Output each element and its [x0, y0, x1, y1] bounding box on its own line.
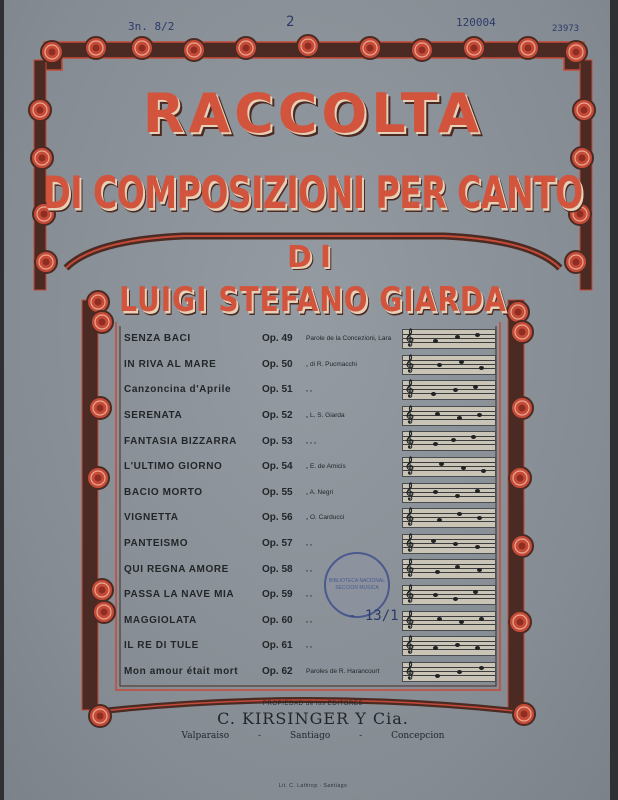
song-title: Canzoncina d'Aprile: [124, 384, 232, 396]
lyricist-credit: Parole de la Concezioni, Lara: [306, 335, 392, 343]
song-title: PANTEISMO: [124, 538, 189, 550]
treble-clef-icon: 𝄞: [405, 455, 414, 474]
sheet-music-cover: [4, 0, 610, 800]
lyricist-credit: „ „: [306, 642, 313, 650]
publisher-label: PROPIEDAD de los EDITORES: [262, 701, 364, 707]
lyricist-credit: „ „: [306, 565, 313, 573]
music-incipit: [402, 380, 496, 400]
lyricist-credit: „ „: [306, 616, 313, 624]
opus-number: Op. 55: [262, 486, 293, 498]
opus-number: Op. 59: [262, 589, 293, 601]
song-row: [124, 531, 514, 557]
song-row: [124, 505, 514, 531]
lyricist-credit: „ A. Negri: [306, 488, 334, 496]
song-row: [124, 633, 514, 659]
song-title: MAGGIOLATA: [124, 614, 197, 626]
lyricist-credit: Paroles de R. Harancourt: [306, 668, 380, 676]
library-stamp: BIBLIOTECA NACIONAL SECCION MUSICA: [324, 552, 390, 618]
treble-clef-icon: 𝄞: [405, 507, 414, 526]
music-incipit: [402, 611, 496, 631]
music-incipit: [402, 636, 496, 656]
title-di: DI: [286, 240, 340, 275]
song-row: [124, 556, 514, 582]
handwritten-note: 2: [286, 14, 295, 30]
lyricist-credit: „ „ „: [306, 437, 317, 445]
music-incipit: [402, 662, 496, 682]
song-row: [124, 428, 514, 454]
treble-clef-icon: 𝄞: [405, 430, 414, 449]
printer-credit: Lit. C. Lathrop · Santiago: [278, 783, 348, 789]
title-raccolta: RACCOLTA: [142, 82, 484, 145]
treble-clef-icon: 𝄞: [405, 609, 414, 628]
song-list: [124, 326, 514, 684]
music-incipit: [402, 559, 496, 579]
song-title: BACIO MORTO: [124, 486, 203, 498]
publisher-name: C. KIRSINGER Y Cia.: [217, 709, 409, 728]
opus-number: Op. 62: [262, 666, 293, 678]
treble-clef-icon: 𝄞: [405, 635, 414, 654]
song-title: QUI REGNA AMORE: [124, 563, 229, 575]
opus-number: Op. 53: [262, 435, 293, 447]
music-incipit: [402, 457, 496, 477]
treble-clef-icon: 𝄞: [405, 558, 414, 577]
opus-number: Op. 51: [262, 384, 293, 396]
opus-number: Op. 58: [262, 563, 293, 575]
lyricist-credit: „ „: [306, 540, 313, 548]
song-row: [124, 403, 514, 429]
treble-clef-icon: 𝄞: [405, 379, 414, 398]
treble-clef-icon: 𝄞: [405, 328, 414, 346]
opus-number: Op. 60: [262, 614, 293, 626]
handwritten-note: 23973: [552, 24, 580, 34]
lyricist-credit: „ O. Carducci: [306, 514, 345, 522]
song-row: [124, 454, 514, 480]
publisher-cities: Valparaiso - Santiago - Concepcion: [181, 731, 445, 741]
music-incipit: [402, 483, 496, 503]
treble-clef-icon: 𝄞: [405, 404, 414, 423]
composer-name: LUIGI STEFANO GIARDA: [119, 280, 507, 320]
song-title: VIGNETTA: [124, 512, 179, 524]
music-incipit: [402, 431, 496, 451]
opus-number: Op. 57: [262, 538, 293, 550]
music-incipit: [402, 585, 496, 605]
song-row: [124, 608, 514, 634]
song-title: Mon amour était mort: [124, 666, 239, 678]
opus-number: Op. 52: [262, 410, 293, 422]
lyricist-credit: „ „: [306, 591, 313, 599]
song-title: SENZA BACI: [124, 333, 191, 345]
treble-clef-icon: 𝄞: [405, 481, 414, 500]
music-incipit: [402, 508, 496, 528]
song-row: [124, 326, 514, 352]
lyricist-credit: „ di R. Pucmacchi: [306, 360, 357, 368]
song-row: [124, 582, 514, 608]
lyricist-credit: „ „: [306, 386, 313, 394]
title-subtitle: DI COMPOSIZIONI PER CANTO: [43, 166, 583, 219]
song-title: FANTASIA BIZZARRA: [124, 435, 237, 447]
treble-clef-icon: 𝄞: [405, 660, 414, 679]
song-title: IN RIVA AL MARE: [124, 358, 217, 370]
music-incipit: [402, 329, 496, 349]
music-incipit: [402, 406, 496, 426]
song-title: L'ULTIMO GIORNO: [124, 461, 223, 473]
song-row: [124, 377, 514, 403]
music-incipit: [402, 355, 496, 375]
lyricist-credit: „ E. de Amicis: [306, 463, 346, 471]
opus-number: Op. 49: [262, 333, 293, 345]
opus-number: Op. 61: [262, 640, 293, 652]
song-title: IL RE DI TULE: [124, 640, 199, 652]
song-row: [124, 659, 514, 685]
treble-clef-icon: 𝄞: [405, 532, 414, 551]
treble-clef-icon: 𝄞: [405, 583, 414, 602]
opus-number: Op. 50: [262, 358, 293, 370]
handwritten-note: - 13/1: [348, 608, 399, 624]
publisher-block: [4, 701, 618, 741]
music-incipit: [402, 534, 496, 554]
opus-number: Op. 54: [262, 461, 293, 473]
song-title: SERENATA: [124, 410, 183, 422]
song-title: PASSA LA NAVE MIA: [124, 589, 235, 601]
song-row: [124, 352, 514, 378]
opus-number: Op. 56: [262, 512, 293, 524]
treble-clef-icon: 𝄞: [405, 353, 414, 372]
lyricist-credit: „ L. S. Giarda: [306, 412, 345, 420]
handwritten-note: 120004: [456, 16, 496, 29]
song-row: [124, 480, 514, 506]
handwritten-note: 3n. 8/2: [128, 20, 175, 33]
